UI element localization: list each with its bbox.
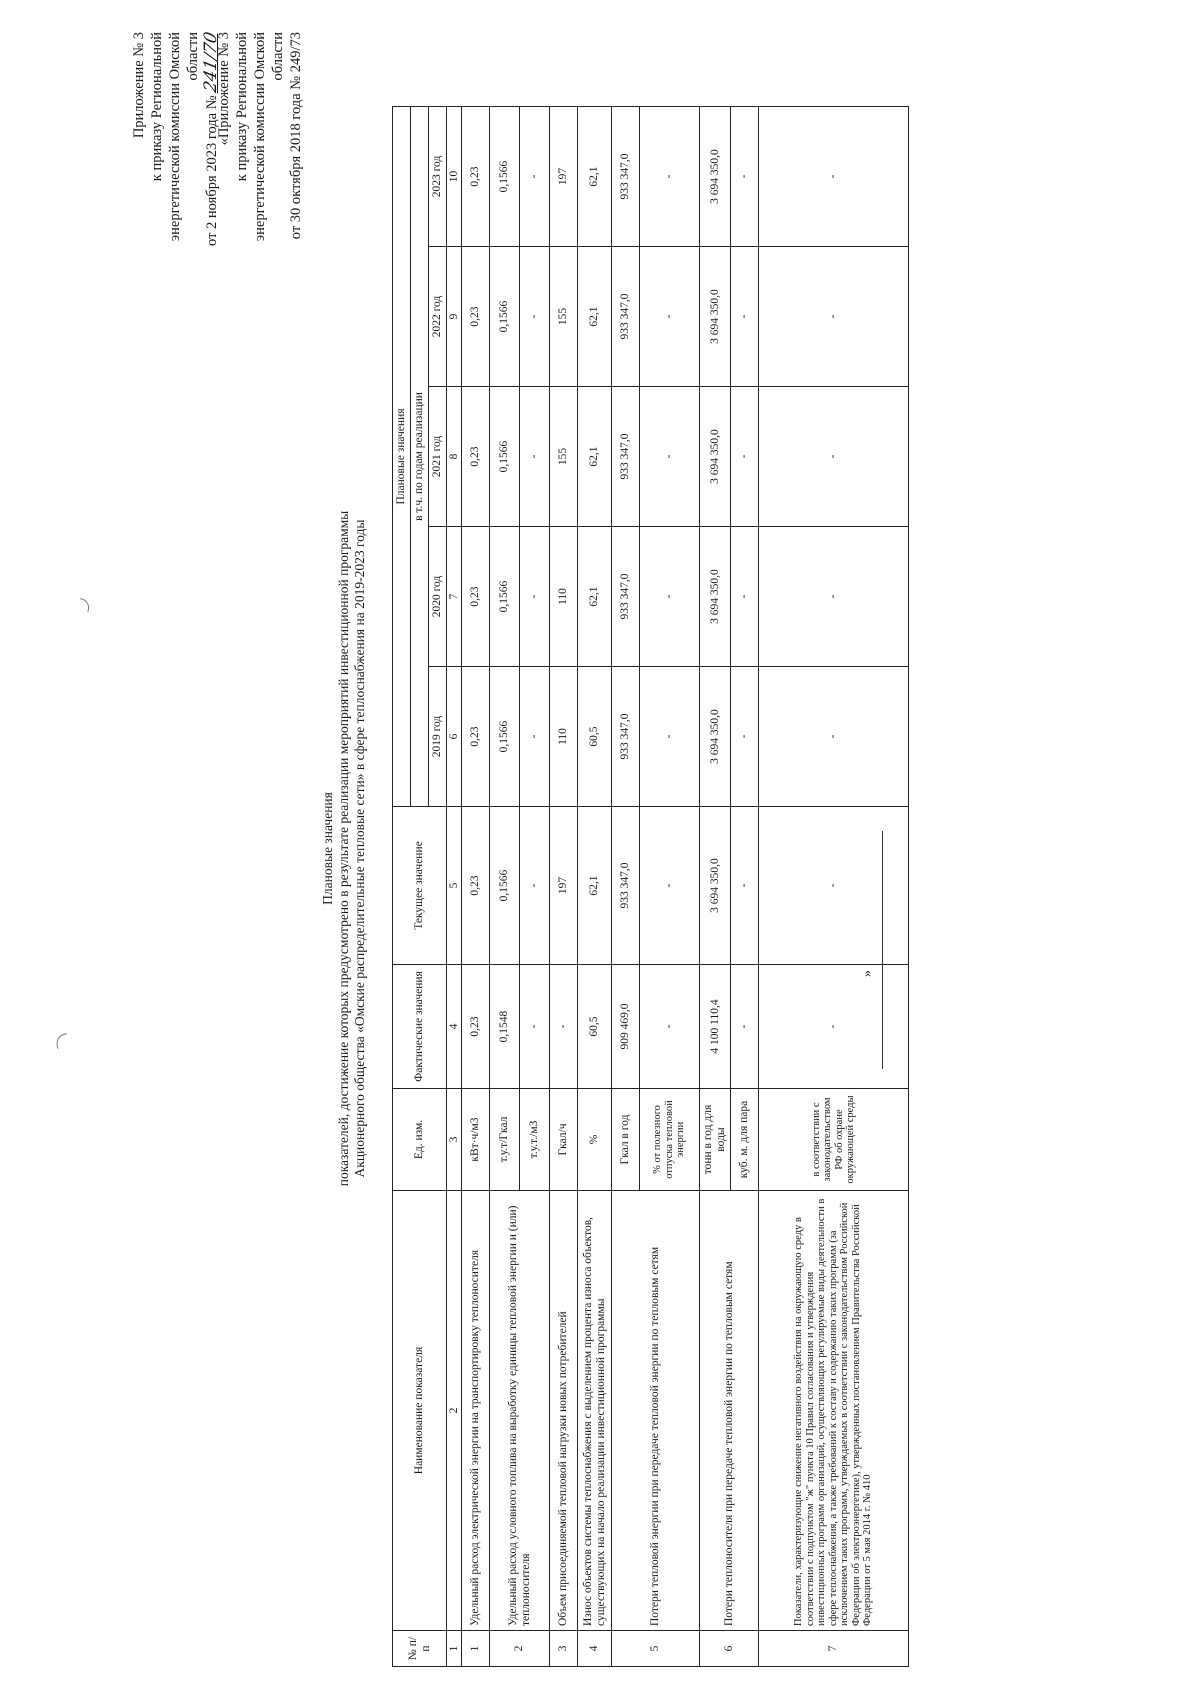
actual-value: 0,1548: [490, 965, 520, 1089]
column-index-cell: 7: [447, 527, 462, 667]
appendix-line: от 30 октября 2018 года № 249/73: [288, 32, 304, 240]
header-year: 2020 год: [429, 527, 447, 667]
unit-cell: Гкал/ч: [550, 1089, 578, 1191]
planned-value: 0,1566: [490, 106, 520, 246]
unit-cell: куб. м. для пара: [731, 1089, 759, 1191]
planned-value: 0,1566: [490, 527, 520, 667]
planned-value: -: [759, 106, 909, 246]
current-value: 3 694 350,0: [700, 807, 731, 965]
planned-value: -: [640, 106, 700, 246]
table-row: [578, 106, 612, 1666]
unit-cell: % от полезного отпуска тепловой энергии: [640, 1089, 700, 1191]
planned-value: 62,1: [578, 527, 612, 667]
row-number: 3: [550, 1631, 578, 1667]
row-number: 4: [578, 1631, 612, 1667]
column-index-cell: 8: [447, 387, 462, 527]
table-row: [759, 106, 909, 1666]
unit-cell: т.у.т/Гкал: [490, 1089, 520, 1191]
title-line: Акционерного общества «Омские распределительные тепловые сети» в сфере теплоснабжения на 2019-2023 годы: [352, 519, 367, 1178]
planned-value: -: [520, 247, 550, 387]
header-actual: Фактические значения: [393, 965, 447, 1089]
column-index-row: [447, 106, 462, 1666]
appendix-line: к приказу Региональной: [234, 32, 250, 182]
indicator-name: Потери теплоносителя при передаче тепловой энергии по тепловым сетям: [700, 1191, 759, 1631]
planned-value: -: [731, 106, 759, 246]
actual-value: -: [550, 965, 578, 1089]
indicator-name: Удельный расход электрической энергии на транспортировку теплоносителя: [462, 1191, 490, 1631]
indicator-name: Показатели, характеризующие снижение негативного воздействия на окружающую среду в соответствии с подпунктом "ж" пункта 10 Правил согласования и утверждения инвестиционных программ организаций, осуществляющих регулируемые виды деятельности в сфере теплоснабжения, а также требований к составу и содержанию таких программ (за исключением таких программ, утверждаемых в соответствии с законодательством Российской Федерации об электроэнергетике), утвержденных постановлением Правительства Российской Федерации от 5 мая 2014 г. № 410: [759, 1191, 909, 1631]
actual-value: 909 469,0: [612, 965, 640, 1089]
planned-value: -: [520, 527, 550, 667]
planned-value: 3 694 350,0: [700, 387, 731, 527]
current-value: -: [520, 807, 550, 965]
planned-value: -: [640, 667, 700, 807]
row-number: 5: [612, 1631, 700, 1667]
planned-value: 933 347,0: [612, 527, 640, 667]
appendix-line: энергетической комиссии Омской области: [252, 32, 286, 242]
table-row: [700, 106, 731, 1666]
planned-value: 0,23: [462, 247, 490, 387]
current-value: -: [640, 807, 700, 965]
planned-value: 60,5: [578, 667, 612, 807]
unit-cell: кВт·ч/м3: [462, 1089, 490, 1191]
actual-value: -: [520, 965, 550, 1089]
planned-value: -: [520, 387, 550, 527]
planned-value: 3 694 350,0: [700, 106, 731, 246]
header-year: 2023 год: [429, 106, 447, 246]
header-unit: Ед. изм.: [393, 1089, 447, 1191]
order-number-handwritten: 241/70: [201, 29, 221, 94]
current-value: 0,23: [462, 807, 490, 965]
appendix-line: энергетической комиссии Омской области: [167, 32, 201, 242]
planned-value: 933 347,0: [612, 387, 640, 527]
planned-value: -: [731, 667, 759, 807]
table-row: [462, 106, 490, 1666]
row-number: 2: [490, 1631, 550, 1667]
planned-value: -: [640, 387, 700, 527]
column-index-cell: 10: [447, 106, 462, 246]
appendix-line: к приказу Региональной: [149, 32, 165, 182]
document-title: [320, 0, 368, 1697]
column-index-cell: 3: [447, 1089, 462, 1191]
title-line: Плановые значения: [320, 792, 335, 905]
indicator-name: Удельный расход условного топлива на выработку единицы тепловой энергии и (или) теплоносителя: [490, 1191, 550, 1631]
current-value: 933 347,0: [612, 807, 640, 965]
planned-value: -: [759, 247, 909, 387]
closing-quote: »: [860, 970, 875, 977]
planned-value: 110: [550, 667, 578, 807]
planned-value: -: [640, 527, 700, 667]
unit-cell: т.у.т./м3: [520, 1089, 550, 1191]
actual-value: -: [759, 965, 909, 1089]
planned-value: 155: [550, 247, 578, 387]
planned-value: -: [759, 527, 909, 667]
planned-value: 0,1566: [490, 387, 520, 527]
current-value: 0,1566: [490, 807, 520, 965]
planned-value: -: [731, 247, 759, 387]
title-line: показателей, достижение которых предусмотрено в результате реализации мероприятий инвестиционной программы: [336, 510, 351, 1187]
header-year: 2022 год: [429, 247, 447, 387]
actual-value: 0,23: [462, 965, 490, 1089]
planned-value: 0,23: [462, 387, 490, 527]
planned-value: 3 694 350,0: [700, 667, 731, 807]
column-index-cell: 5: [447, 807, 462, 965]
planned-value: 3 694 350,0: [700, 527, 731, 667]
footer-rule: [882, 831, 883, 1069]
appendix-line: Приложение № 3: [131, 32, 147, 139]
table-row: [612, 106, 640, 1666]
column-index-cell: 4: [447, 965, 462, 1089]
current-value: -: [731, 807, 759, 965]
appendix-line: «Приложение № 3: [216, 32, 232, 146]
current-value: 62,1: [578, 807, 612, 965]
planned-value: 155: [550, 387, 578, 527]
column-index-cell: 9: [447, 247, 462, 387]
current-value: 197: [550, 807, 578, 965]
planned-value: 933 347,0: [612, 667, 640, 807]
indicators-table: [392, 106, 909, 1667]
unit-cell: %: [578, 1089, 612, 1191]
unit-cell: Гкал в год: [612, 1089, 640, 1191]
indicator-name: Износ объектов системы теплоснабжения с выделением процента износа объектов, существующих на начало реализации инвестиционной программы: [578, 1191, 612, 1631]
planned-value: 62,1: [578, 106, 612, 246]
header-current: Текущее значение: [393, 807, 447, 965]
actual-value: 60,5: [578, 965, 612, 1089]
planned-value: 197: [550, 106, 578, 246]
planned-value: 933 347,0: [612, 247, 640, 387]
planned-value: 0,23: [462, 106, 490, 246]
table-body: [462, 106, 909, 1666]
planned-value: 0,23: [462, 667, 490, 807]
header-planned: Плановые значения: [393, 106, 411, 806]
planned-value: -: [759, 387, 909, 527]
planned-value: 0,23: [462, 527, 490, 667]
current-value: -: [759, 807, 909, 965]
indicator-name: Объем присоединяемой тепловой нагрузки новых потребителей: [550, 1191, 578, 1631]
table-row: [550, 106, 578, 1666]
unit-cell: тонн в год для воды: [700, 1089, 731, 1191]
planned-value: 62,1: [578, 387, 612, 527]
row-number: 7: [759, 1631, 909, 1667]
planned-value: -: [520, 667, 550, 807]
header-year: 2019 год: [429, 667, 447, 807]
planned-value: 3 694 350,0: [700, 247, 731, 387]
column-index-cell: 2: [447, 1191, 462, 1631]
planned-value: -: [640, 247, 700, 387]
planned-value: -: [520, 106, 550, 246]
indicator-name: Потери тепловой энергии при передаче тепловой энергии по тепловым сетям: [612, 1191, 700, 1631]
actual-value: -: [731, 965, 759, 1089]
appendix-date: от 2 ноября 2023 года №: [204, 95, 220, 246]
planned-value: 62,1: [578, 247, 612, 387]
unit-cell: в соответствии с законодательством РФ об охране окружающей среды: [759, 1089, 909, 1191]
appendix-header-current: [130, 29, 221, 247]
header-year: 2021 год: [429, 387, 447, 527]
appendix-header-previous: [215, 32, 305, 247]
header-name: Наименование показателя: [393, 1191, 447, 1631]
table-row: [490, 106, 520, 1666]
row-number: 1: [462, 1631, 490, 1667]
actual-value: 4 100 110,4: [700, 965, 731, 1089]
planned-value: 0,1566: [490, 247, 520, 387]
header-num: № п/п: [393, 1631, 447, 1667]
planned-value: -: [731, 387, 759, 527]
planned-value: -: [731, 527, 759, 667]
actual-value: -: [640, 965, 700, 1089]
column-index-cell: 1: [447, 1631, 462, 1667]
header-by-year: в т.ч. по годам реализации: [411, 106, 429, 806]
planned-value: 110: [550, 527, 578, 667]
planned-value: -: [759, 667, 909, 807]
planned-value: 933 347,0: [612, 106, 640, 246]
column-index-cell: 6: [447, 667, 462, 807]
row-number: 6: [700, 1631, 759, 1667]
planned-value: 0,1566: [490, 667, 520, 807]
